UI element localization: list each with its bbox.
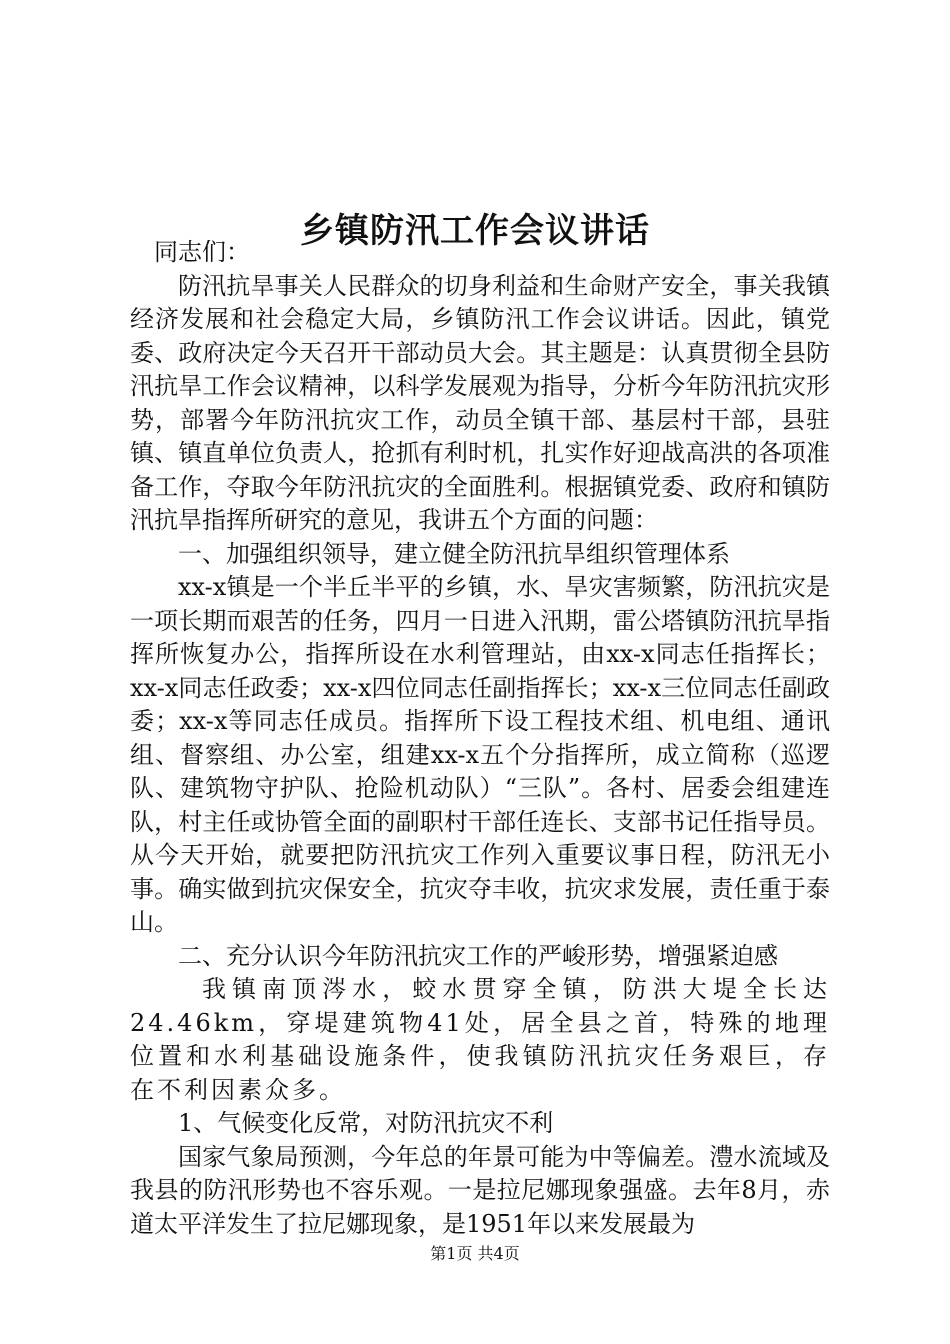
page-number-footer: 第1页 共4页	[430, 1244, 520, 1263]
paragraph-climate: 国家气象局预测，今年总的年景可能为中等偏差。澧水流域及我县的防汛形势也不容乐观。一是拉尼娜现象强盛。去年8月，赤道太平洋发生了拉尼娜现象，是1951年以来发展最为	[130, 1142, 830, 1238]
section-heading-2: 二、充分认识今年防汛抗灾工作的严峻形势，增强紧迫感	[178, 941, 778, 970]
section-heading-1: 一、加强组织领导，建立健全防汛抗旱组织管理体系	[178, 539, 730, 568]
paragraph-organization: xx-x镇是一个半丘半平的乡镇，水、旱灾害频繁，防汛抗灾是一项长期而艰苦的任务，四月一日进入汛期，雷公塔镇防汛抗旱指挥所恢复办公，指挥所设在水利管理站，由xx-x同志任指挥长；xx-x同志任政委；xx-x四位同志任副指挥长；xx-x三位同志任副政委；xx-x等同志任成员。指挥所下设工程技术组、机电组、通讯组、督察组、办公室，组建xx-x五个分指挥所，成立简称（巡逻队、建筑物守护队、抢险机动队）“三队”。各村、居委会组建连队，村主任或协管全面的副职村干部任连长、支部书记任指导员。从今天开始，就要把防汛抗灾工作列入重要议事日程，防汛无小事。确实做到抗灾保安全，抗灾夺丰收，抗灾求发展，责任重于泰山。	[130, 573, 830, 936]
paragraph-geography: 我镇南顶涔水，蛟水贯穿全镇，防洪大堤全长达24.46km，穿堤建筑物41处，居全县之首，特殊的地理位置和水利基础设施条件，使我镇防汛抗灾任务艰巨，存在不利因素众多。	[130, 975, 830, 1104]
document-title: 乡镇防汛工作会议讲话	[300, 210, 650, 251]
salutation: 同志们：	[154, 238, 250, 266]
document-body	[130, 236, 830, 1241]
paragraph-intro: 防汛抗旱事关人民群众的切身利益和生命财产安全，事关我镇经济发展和社会稳定大局，乡镇防汛工作会议讲话。因此，镇党委、政府决定今天召开干部动员大会。其主题是：认真贯彻全县防汛抗旱工作会议精神，以科学发展观为指导，分析今年防汛抗灾形势，部署今年防汛抗灾工作，动员全镇干部、基层村干部，县驻镇、镇直单位负责人，抢抓有利时机，扎实作好迎战高洪的各项准备工作，夺取今年防汛抗灾的全面胜利。根据镇党委、政府和镇防汛抗旱指挥所研究的意见，我讲五个方面的问题：	[130, 271, 830, 534]
subsection-heading-1: 1、气候变化反常，对防汛抗灾不利	[178, 1109, 554, 1137]
